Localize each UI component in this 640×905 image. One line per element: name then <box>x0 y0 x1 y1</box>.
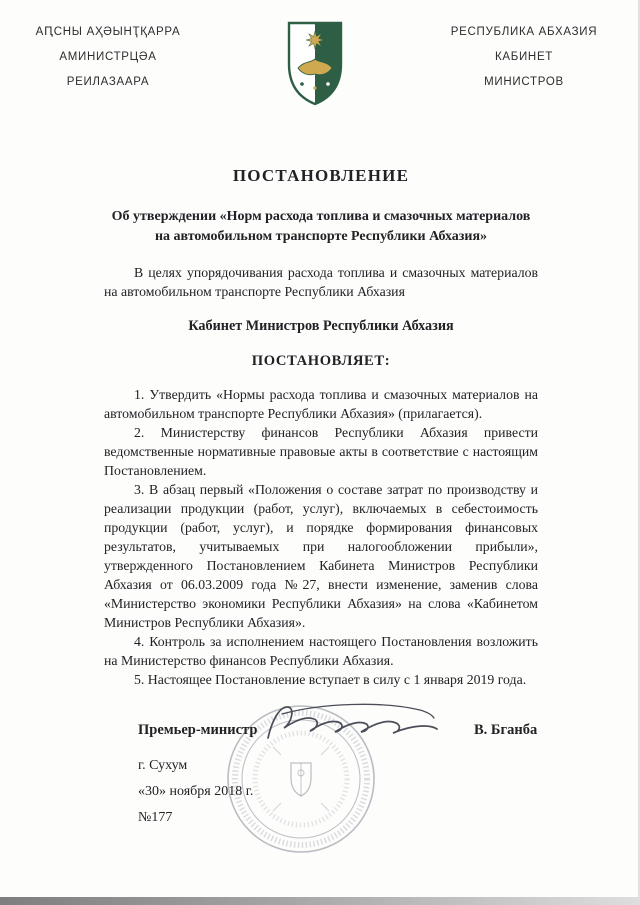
document-subject-line2: на автомобильном транспорте Республики Абхазия» <box>154 229 488 244</box>
letterhead-abkhaz-line3: РЕИЛАЗААРА <box>66 76 150 88</box>
resolution-keyword: ПОСТАНОВЛЯЕТ: <box>251 353 391 369</box>
letterhead-abkhaz-line2: АМИНИСТРЦӘА <box>59 51 157 63</box>
resolution-items <box>104 385 538 689</box>
footer-number: №177 <box>138 810 173 825</box>
document-title: ПОСТАНОВЛЕНИЕ <box>232 166 410 185</box>
letterhead-abkhaz-line1: АԤСНЫ АҲӘЫНҬҚАРРА <box>35 26 181 38</box>
resolution-item-4: 4. Контроль за исполнением настоящего Постановления возложить на Министерство финансов Республики Абхазия. <box>104 634 538 668</box>
document-footer <box>138 753 253 831</box>
resolution-item-5: 5. Настоящее Постановление вступает в силу с 1 января 2019 года. <box>134 672 527 687</box>
letterhead-russian-line2: КАБИНЕТ <box>494 51 554 63</box>
scan-edge-bottom <box>0 897 640 905</box>
letterhead-abkhaz <box>18 20 198 95</box>
footer-city: г. Сухум <box>138 758 188 773</box>
coat-of-arms-icon <box>284 18 346 108</box>
issuing-authority: Кабинет Министров Республики Абхазия <box>188 318 454 334</box>
resolution-item-1: 1. Утвердить «Нормы расхода топлива и смазочных материалов на автомобильном транспорте Республики Абхазия» (прилагается). <box>104 387 538 421</box>
signature <box>262 698 442 753</box>
letterhead-russian-line3: МИНИСТРОВ <box>484 76 564 88</box>
resolution-item-3: 3. В абзац первый «Положения о составе затрат по производству и реализации продукции (работ, услуг), включаемых в себестоимость продукции (работ, услуг), и порядке формирования финансовых результатов, учитываемых при налогообложении прибыли», утвержденного Постановлением Кабинета Министров Республики Абхазия от 06.03.2009 года №27, внести изменение, заменив слова «Министерство экономики Республики Абхазия» на слова «Кабинетом Министров Республики Абхазия». <box>104 482 538 630</box>
preamble: В целях упорядочивания расхода топлива и смазочных материалов на автомобильном транспорте Республики Абхазия <box>104 265 538 299</box>
document-body <box>104 165 538 689</box>
signer-name: В. Бганба <box>474 722 538 738</box>
letterhead-russian-line1: РЕСПУБЛИКА АБХАЗИЯ <box>450 26 598 38</box>
footer-date: «30» ноября 2018 г. <box>138 784 254 799</box>
resolution-item-2: 2. Министерству финансов Республики Абхазия привести ведомственные нормативные правовые акты в соответствие с настоящим Постановлением. <box>104 425 538 478</box>
signer-position: Премьер-министр <box>138 722 258 738</box>
document-subject-line1: Об утверждении «Норм расхода топлива и смазочных материалов <box>111 209 531 224</box>
letterhead-russian <box>438 20 610 95</box>
